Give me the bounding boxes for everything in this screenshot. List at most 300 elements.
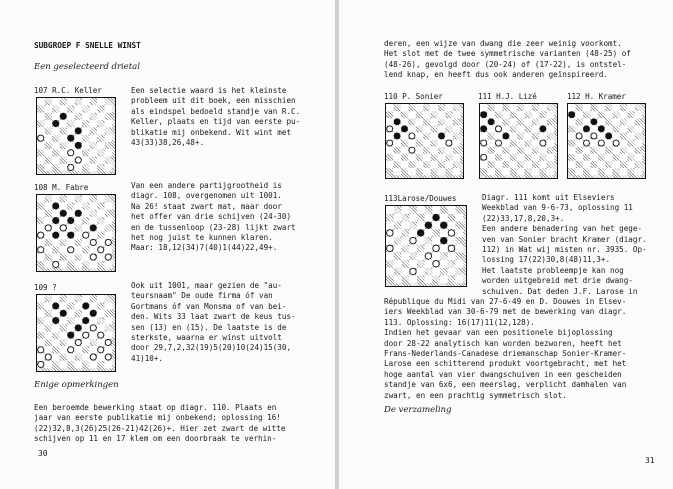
light-square xyxy=(67,195,75,203)
light-square xyxy=(620,168,628,175)
text-line: schijven op 11 en 17 klem om een doorbraak te verhin- xyxy=(34,434,277,444)
black-piece xyxy=(481,126,487,132)
board-svg xyxy=(386,206,466,286)
light-square xyxy=(425,275,433,283)
white-piece xyxy=(387,140,393,146)
white-piece xyxy=(387,230,393,236)
light-square xyxy=(60,317,68,325)
light-square xyxy=(67,324,75,332)
text-line: 113. Oplossing: 16(17)11(12,128). xyxy=(384,317,535,327)
light-square xyxy=(67,210,75,218)
text-line: lend knap, en heeft dus ook anderen geïnspireerd. xyxy=(384,70,609,80)
diagram-107 xyxy=(36,97,116,175)
light-square xyxy=(598,132,606,139)
light-square xyxy=(75,105,83,113)
light-square xyxy=(90,164,98,172)
light-square xyxy=(409,245,417,253)
black-piece xyxy=(439,133,445,139)
text-line: ven van Sonier bracht Kramer (diagr. xyxy=(482,234,647,244)
light-square xyxy=(97,224,105,232)
black-piece xyxy=(598,126,604,132)
light-square xyxy=(52,210,60,218)
light-square xyxy=(590,111,598,118)
board-svg xyxy=(37,98,115,174)
light-square xyxy=(627,104,635,111)
light-square xyxy=(45,120,53,128)
text-line: 41)10+. xyxy=(131,353,164,363)
light-square xyxy=(502,154,510,161)
light-square xyxy=(532,125,540,132)
text-line: worden uitgebreid met drie dwang- xyxy=(482,276,633,286)
light-square xyxy=(495,118,503,125)
white-piece xyxy=(68,164,74,170)
black-piece xyxy=(441,222,447,228)
light-square xyxy=(517,125,525,132)
text-line: Maar: 18,12(34)7(40)1(44)22,49+. xyxy=(131,243,278,253)
light-square xyxy=(52,156,60,164)
light-square xyxy=(445,132,453,139)
light-square xyxy=(598,161,606,168)
light-square xyxy=(432,221,440,229)
light-square xyxy=(425,229,433,237)
light-square xyxy=(97,127,105,135)
black-piece xyxy=(569,112,575,118)
light-square xyxy=(583,132,591,139)
white-piece xyxy=(105,339,111,345)
white-piece xyxy=(68,347,74,353)
light-square xyxy=(430,161,438,168)
diagram-108 xyxy=(36,194,116,272)
white-piece xyxy=(98,347,104,353)
light-square xyxy=(97,339,105,347)
light-square xyxy=(82,195,90,203)
light-square xyxy=(45,105,53,113)
white-piece xyxy=(38,361,44,367)
light-square xyxy=(105,302,113,310)
light-square xyxy=(524,132,532,139)
light-square xyxy=(45,332,53,340)
light-square xyxy=(612,132,620,139)
light-square xyxy=(67,156,75,164)
light-square xyxy=(90,361,98,369)
light-square xyxy=(453,125,461,132)
text-line: probleem uit dit boek, een misschien xyxy=(131,96,296,106)
diagram-113 xyxy=(385,205,467,287)
light-square xyxy=(60,149,68,157)
light-square xyxy=(75,361,83,369)
black-piece xyxy=(540,126,546,132)
black-piece xyxy=(394,133,400,139)
white-piece xyxy=(598,140,604,146)
light-square xyxy=(45,302,53,310)
black-piece xyxy=(591,119,597,125)
text-line: Keller, plaats en tijd van eerste pu- xyxy=(131,117,301,127)
light-square xyxy=(75,346,83,354)
light-square xyxy=(524,147,532,154)
white-piece xyxy=(53,261,59,267)
light-square xyxy=(448,221,456,229)
light-square xyxy=(416,147,424,154)
light-square xyxy=(45,217,53,225)
light-square xyxy=(605,125,613,132)
light-square xyxy=(52,127,60,135)
page-number: 30 xyxy=(38,449,48,458)
light-square xyxy=(401,118,409,125)
light-square xyxy=(386,147,394,154)
light-square xyxy=(480,132,488,139)
white-piece xyxy=(98,332,104,338)
light-square xyxy=(105,317,113,325)
light-square xyxy=(487,125,495,132)
light-square xyxy=(575,168,583,175)
black-piece xyxy=(53,203,59,209)
light-square xyxy=(627,118,635,125)
light-square xyxy=(438,125,446,132)
diagram-caption-112: 112 H. Kramer xyxy=(567,92,626,101)
light-square xyxy=(453,111,461,118)
text-line: Het laatste probleempje kan nog xyxy=(482,265,624,275)
light-square xyxy=(635,140,643,147)
light-square xyxy=(52,295,60,303)
light-square xyxy=(416,118,424,125)
light-square xyxy=(438,140,446,147)
light-square xyxy=(502,168,510,175)
light-square xyxy=(510,132,518,139)
light-square xyxy=(82,353,90,361)
text-line: door 28-22 analytisch kan worden bezworen, heeft het xyxy=(384,338,622,348)
light-square xyxy=(90,232,98,240)
light-square xyxy=(445,118,453,125)
light-square xyxy=(386,221,394,229)
light-square xyxy=(52,195,60,203)
light-square xyxy=(455,260,463,268)
light-square xyxy=(448,268,456,276)
light-square xyxy=(37,339,45,347)
light-square xyxy=(67,253,75,261)
light-square xyxy=(517,140,525,147)
light-square xyxy=(45,232,53,240)
light-square xyxy=(67,295,75,303)
paragraph-bottom xyxy=(34,403,285,445)
diagram-caption-108: 108 M. Fabre xyxy=(34,183,89,192)
white-piece xyxy=(576,133,582,139)
light-square xyxy=(60,302,68,310)
light-square xyxy=(635,168,643,175)
light-square xyxy=(423,125,431,132)
board-svg xyxy=(37,195,115,271)
light-square xyxy=(532,111,540,118)
light-square xyxy=(417,237,425,245)
white-piece xyxy=(496,140,502,146)
black-piece xyxy=(503,133,509,139)
light-square xyxy=(67,339,75,347)
white-piece xyxy=(496,126,502,132)
white-piece xyxy=(481,154,487,160)
light-square xyxy=(517,154,525,161)
black-piece xyxy=(60,210,66,216)
light-square xyxy=(105,135,113,143)
chapter-header: SUBGROEP F SNELLE WINST xyxy=(34,41,141,50)
light-square xyxy=(90,149,98,157)
light-square xyxy=(598,147,606,154)
white-piece xyxy=(45,354,51,360)
light-square xyxy=(532,168,540,175)
light-square xyxy=(448,206,456,214)
white-piece xyxy=(448,230,454,236)
light-square xyxy=(75,217,83,225)
left-page xyxy=(0,0,335,489)
diagram-caption-111: 111 H.J. Lizé xyxy=(478,92,537,101)
white-piece xyxy=(584,140,590,146)
light-square xyxy=(82,113,90,121)
light-square xyxy=(60,332,68,340)
black-piece xyxy=(68,232,74,238)
light-square xyxy=(52,239,60,247)
text-line: (48-26), gevolgd door (20-24) of (17-22), is ontstel- xyxy=(384,59,627,69)
white-piece xyxy=(105,239,111,245)
light-square xyxy=(45,361,53,369)
light-square xyxy=(590,140,598,147)
light-square xyxy=(97,156,105,164)
light-square xyxy=(75,246,83,254)
black-piece xyxy=(75,210,81,216)
light-square xyxy=(105,149,113,157)
black-piece xyxy=(75,142,81,148)
text-line: République du Midi van 27-6-49 en D. Douwes in Elsev- xyxy=(384,297,627,306)
light-square xyxy=(52,98,60,106)
light-square xyxy=(90,202,98,210)
light-square xyxy=(583,147,591,154)
light-square xyxy=(575,111,583,118)
light-square xyxy=(105,164,113,172)
white-piece xyxy=(409,147,415,153)
light-square xyxy=(386,237,394,245)
light-square xyxy=(386,252,394,260)
light-square xyxy=(67,142,75,150)
light-square xyxy=(568,161,576,168)
light-square xyxy=(60,120,68,128)
light-square xyxy=(547,140,555,147)
light-square xyxy=(82,210,90,218)
subheading: Enige opmerkingen xyxy=(34,380,119,390)
light-square xyxy=(495,161,503,168)
light-square xyxy=(438,154,446,161)
light-square xyxy=(37,324,45,332)
light-square xyxy=(568,118,576,125)
light-square xyxy=(60,232,68,240)
light-square xyxy=(440,245,448,253)
light-square xyxy=(455,275,463,283)
light-square xyxy=(60,361,68,369)
light-square xyxy=(430,118,438,125)
light-square xyxy=(75,149,83,157)
light-square xyxy=(90,217,98,225)
text-line: 112) in Wat wij misten nr. 3935. Op- xyxy=(482,245,647,255)
white-piece xyxy=(433,245,439,251)
light-square xyxy=(394,229,402,237)
light-square xyxy=(97,113,105,121)
light-square xyxy=(90,246,98,254)
black-piece xyxy=(402,126,408,132)
text-line: blikatie mij onbekend. Wit wint met xyxy=(131,127,292,137)
light-square xyxy=(90,135,98,143)
light-square xyxy=(598,104,606,111)
light-square xyxy=(539,118,547,125)
light-square xyxy=(60,346,68,354)
diagram-caption-110: 110 P. Sonier xyxy=(384,92,443,101)
light-square xyxy=(67,353,75,361)
light-square xyxy=(105,332,113,340)
light-square xyxy=(620,111,628,118)
light-square xyxy=(90,261,98,269)
light-square xyxy=(82,295,90,303)
light-square xyxy=(52,353,60,361)
light-square xyxy=(445,104,453,111)
light-square xyxy=(105,346,113,354)
white-piece xyxy=(98,247,104,253)
black-piece xyxy=(68,135,74,141)
light-square xyxy=(416,161,424,168)
white-piece xyxy=(83,232,89,238)
light-square xyxy=(60,164,68,172)
light-square xyxy=(627,147,635,154)
light-square xyxy=(37,295,45,303)
light-square xyxy=(401,237,409,245)
black-piece xyxy=(606,133,612,139)
text-line: als eindspel bedoeld standje van R.C. xyxy=(131,106,301,116)
light-square xyxy=(97,210,105,218)
light-square xyxy=(75,232,83,240)
text-line: iers Weekblad van 30-6-79 met de bewerking van diagr. xyxy=(384,307,627,317)
light-square xyxy=(386,104,394,111)
light-square xyxy=(432,268,440,276)
light-square xyxy=(45,135,53,143)
light-square xyxy=(67,310,75,318)
light-square xyxy=(97,239,105,247)
light-square xyxy=(432,237,440,245)
light-square xyxy=(97,295,105,303)
light-square xyxy=(453,154,461,161)
light-square xyxy=(524,161,532,168)
light-square xyxy=(635,125,643,132)
black-piece xyxy=(83,317,89,323)
text-line: Larose een schitterend produkt voortgebracht, met het xyxy=(384,359,627,369)
light-square xyxy=(408,140,416,147)
light-square xyxy=(568,147,576,154)
light-square xyxy=(82,339,90,347)
black-piece xyxy=(481,112,487,118)
light-square xyxy=(408,125,416,132)
diagram-111 xyxy=(479,103,558,179)
light-square xyxy=(502,140,510,147)
text-line: sen (13) en (15). De laatste is de xyxy=(131,322,287,332)
light-square xyxy=(37,142,45,150)
light-square xyxy=(598,118,606,125)
light-square xyxy=(97,253,105,261)
text-line: het nog juist te kunnen klaren. xyxy=(131,233,273,243)
page-number: 31 xyxy=(645,456,655,465)
light-square xyxy=(82,224,90,232)
light-square xyxy=(612,161,620,168)
light-square xyxy=(60,202,68,210)
text-line: schuiven. Dat deden J.F. Larose in xyxy=(482,286,638,296)
light-square xyxy=(605,111,613,118)
black-piece xyxy=(53,303,59,309)
paragraph-full xyxy=(384,297,626,401)
text-line: Gortmans óf van Monsma of van bei- xyxy=(131,301,287,311)
light-square xyxy=(487,154,495,161)
section-title: Een geselecteerd drietal xyxy=(34,62,140,72)
light-square xyxy=(480,118,488,125)
light-square xyxy=(495,132,503,139)
light-square xyxy=(417,221,425,229)
diagram-110 xyxy=(385,103,464,179)
light-square xyxy=(408,154,416,161)
text-line: Weekblad van 9-6-73, oplossing 11 xyxy=(482,203,633,213)
light-square xyxy=(502,111,510,118)
light-square xyxy=(480,161,488,168)
light-square xyxy=(97,310,105,318)
light-square xyxy=(90,346,98,354)
text-line: door 29,7,2,32(19)5(20)10(24)15(30, xyxy=(131,343,292,353)
text-line: zwart, en een prachtig symmetrisch slot. xyxy=(384,390,567,400)
light-square xyxy=(425,260,433,268)
light-square xyxy=(524,104,532,111)
white-piece xyxy=(540,140,546,146)
light-square xyxy=(97,98,105,106)
light-square xyxy=(52,253,60,261)
white-piece xyxy=(75,157,81,163)
light-square xyxy=(45,346,53,354)
light-square xyxy=(60,246,68,254)
white-piece xyxy=(410,237,416,243)
light-square xyxy=(605,154,613,161)
light-square xyxy=(37,224,45,232)
light-square xyxy=(401,147,409,154)
light-square xyxy=(620,140,628,147)
light-square xyxy=(393,125,401,132)
text-line: teursnaam" De oude firma óf van xyxy=(131,291,273,301)
light-square xyxy=(386,132,394,139)
black-piece xyxy=(584,126,590,132)
light-square xyxy=(583,118,591,125)
light-square xyxy=(423,168,431,175)
light-square xyxy=(82,239,90,247)
light-square xyxy=(37,310,45,318)
light-square xyxy=(75,261,83,269)
white-piece xyxy=(425,253,431,259)
light-square xyxy=(67,127,75,135)
light-square xyxy=(620,125,628,132)
white-piece xyxy=(68,247,74,253)
white-piece xyxy=(60,225,66,231)
light-square xyxy=(440,275,448,283)
light-square xyxy=(82,324,90,332)
white-piece xyxy=(90,325,96,331)
light-square xyxy=(105,246,113,254)
text-line: diagr. 108, overgenomen uit 1001. xyxy=(131,191,282,201)
black-piece xyxy=(53,217,59,223)
light-square xyxy=(82,127,90,135)
light-square xyxy=(409,214,417,222)
light-square xyxy=(575,125,583,132)
light-square xyxy=(394,275,402,283)
light-square xyxy=(430,104,438,111)
light-square xyxy=(517,111,525,118)
light-square xyxy=(568,132,576,139)
light-square xyxy=(37,113,45,121)
paragraph-top xyxy=(384,39,631,81)
